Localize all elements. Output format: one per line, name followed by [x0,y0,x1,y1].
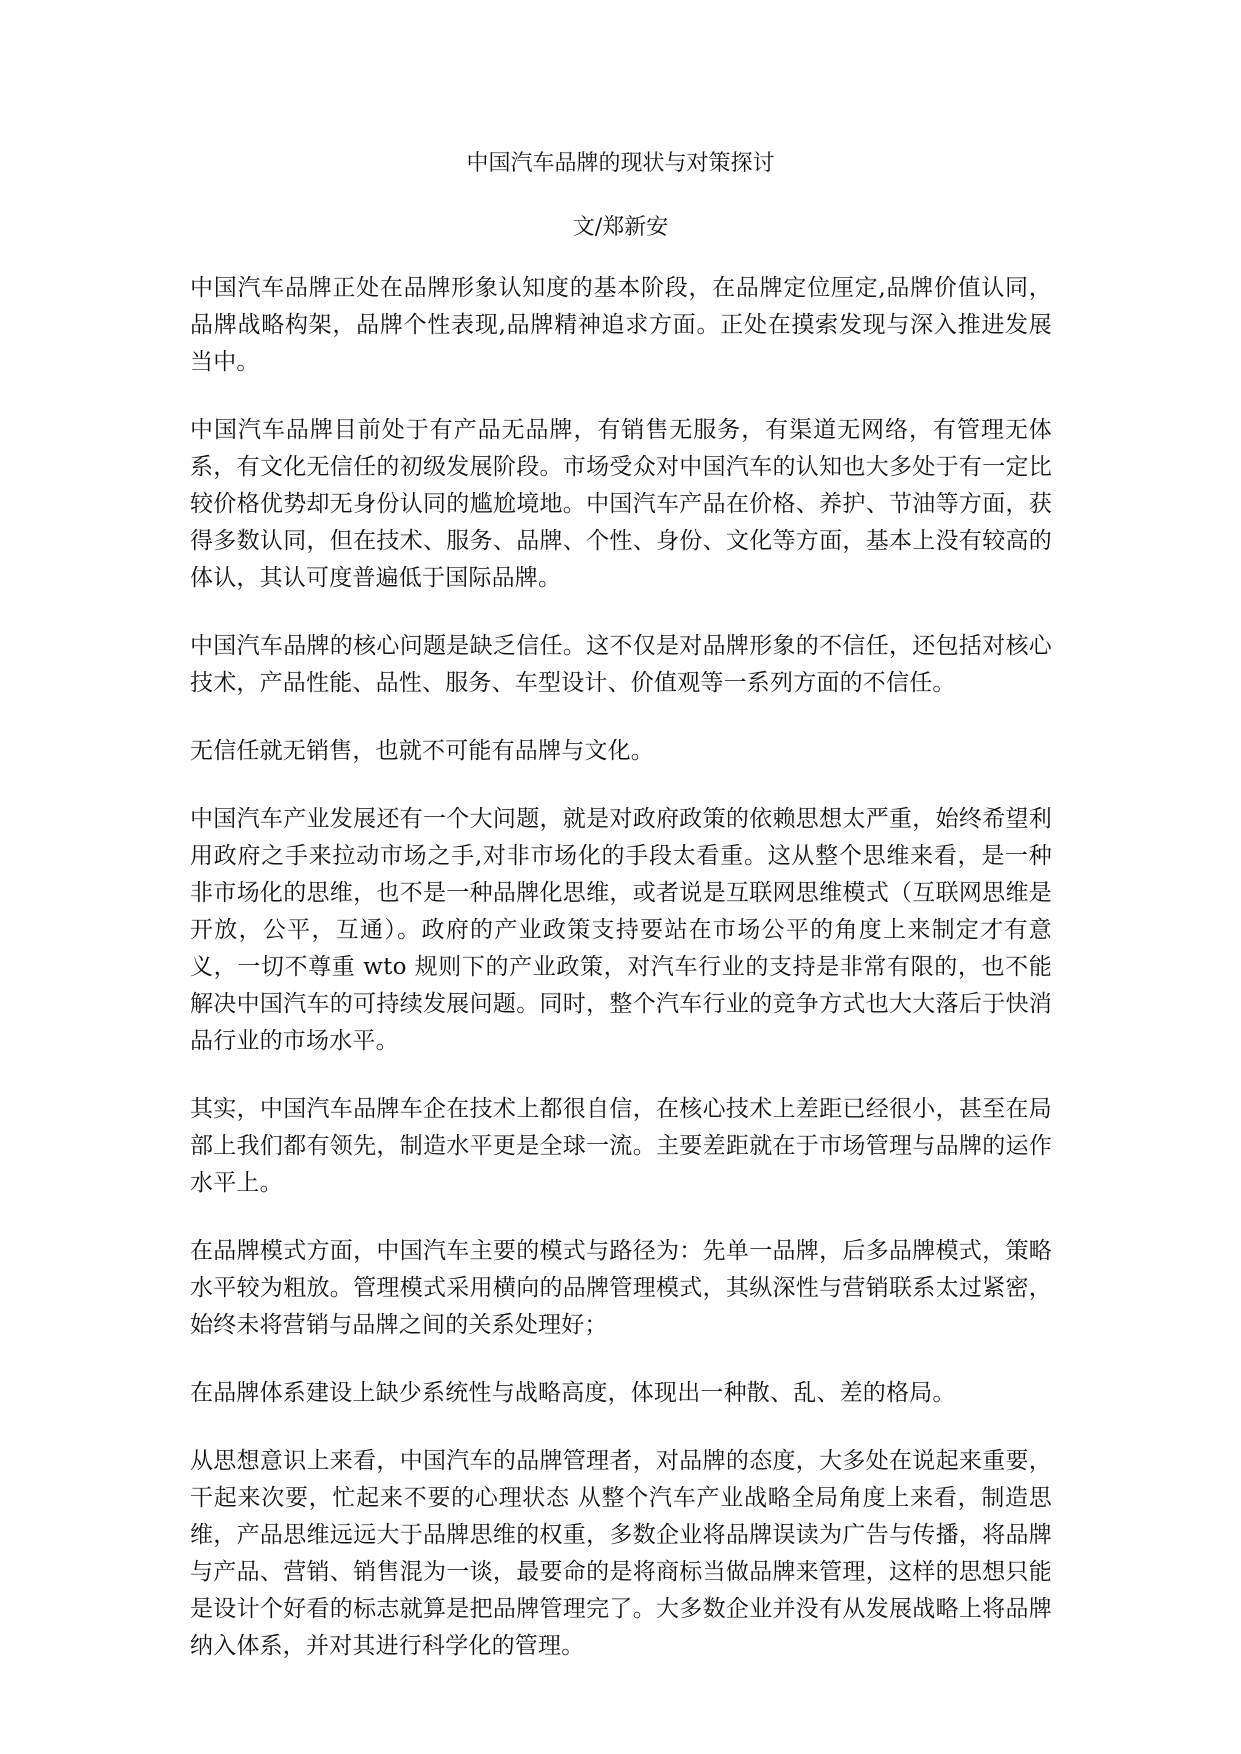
document-body [190,270,1052,1696]
paragraph: 在品牌体系建设上缺少系统性与战略高度，体现出一种散、乱、差的格局。 [190,1380,956,1406]
paragraph: 其实，中国汽车品牌车企在技术上都很自信，在核心技术上差距已经很小，甚至在局部上我们都有领先，制造水平更是全球一流。主要差距就在于市场管理与品牌的运作水平上。 [190,1096,1052,1196]
paragraph: 从思想意识上来看，中国汽车的品牌管理者，对品牌的态度，大多处在说起来重要，干起来次要，忙起来不要的心理状态 从整个汽车产业战略全局角度上来看，制造思维，产品思维远远大于品牌思维的权重，多数企业将品牌误读为广告与传播，将品牌与产品、营销、销售混为一谈，最要命的是将商标当做品牌来管理，这样的思想只能是设计个好看的标志就算是把品牌管理完了。大多数企业并没有从发展战略上将品牌纳入体系，并对其进行科学化的管理。 [190,1448,1052,1659]
paragraph: 中国汽车品牌正处在品牌形象认知度的基本阶段，在品牌定位厘定,品牌价值认同，品牌战略构架，品牌个性表现,品牌精神追求方面。正处在摸索发现与深入推进发展当中。 [190,275,1052,375]
paragraph: 中国汽车品牌的核心问题是缺乏信任。这不仅是对品牌形象的不信任，还包括对核心技术，产品性能、品性、服务、车型设计、价值观等一系列方面的不信任。 [190,633,1052,696]
paragraph: 无信任就无销售，也就不可能有品牌与文化。 [190,738,654,764]
paragraph: 在品牌模式方面，中国汽车主要的模式与路径为：先单一品牌，后多品牌模式，策略水平较为粗放。管理模式采用横向的品牌管理模式，其纵深性与营销联系太过紧密，始终未将营销与品牌之间的关系处理好； [190,1238,1052,1338]
paragraph: 中国汽车产业发展还有一个大问题，就是对政府政策的依赖思想太严重，始终希望利用政府之手来拉动市场之手,对非市场化的手段太看重。这从整个思维来看，是一种非市场化的思维，也不是一种品牌化思维，或者说是互联网思维模式（互联网思维是开放，公平，互通）。政府的产业政策支持要站在市场公平的角度上来制定才有意义，一切不尊重 wto 规则下的产业政策，对汽车行业的支持是非常有限的，也不能解决中国汽车的可持续发展问题。同时，整个汽车行业的竞争方式也大大落后于快消品行业的市场水平。 [190,806,1052,1054]
author-line: 文/郑新安 [572,215,669,240]
document-title: 中国汽车品牌的现状与对策探讨 [466,151,775,176]
paragraph: 中国汽车品牌目前处于有产品无品牌，有销售无服务，有渠道无网络，有管理无体系，有文化无信任的初级发展阶段。市场受众对中国汽车的认知也大多处于有一定比较价格优势却无身份认同的尴尬境地。中国汽车产品在价格、养护、节油等方面，获得多数认同，但在技术、服务、品牌、个性、身份、文化等方面，基本上没有较高的体认，其认可度普遍低于国际品牌。 [190,417,1052,591]
